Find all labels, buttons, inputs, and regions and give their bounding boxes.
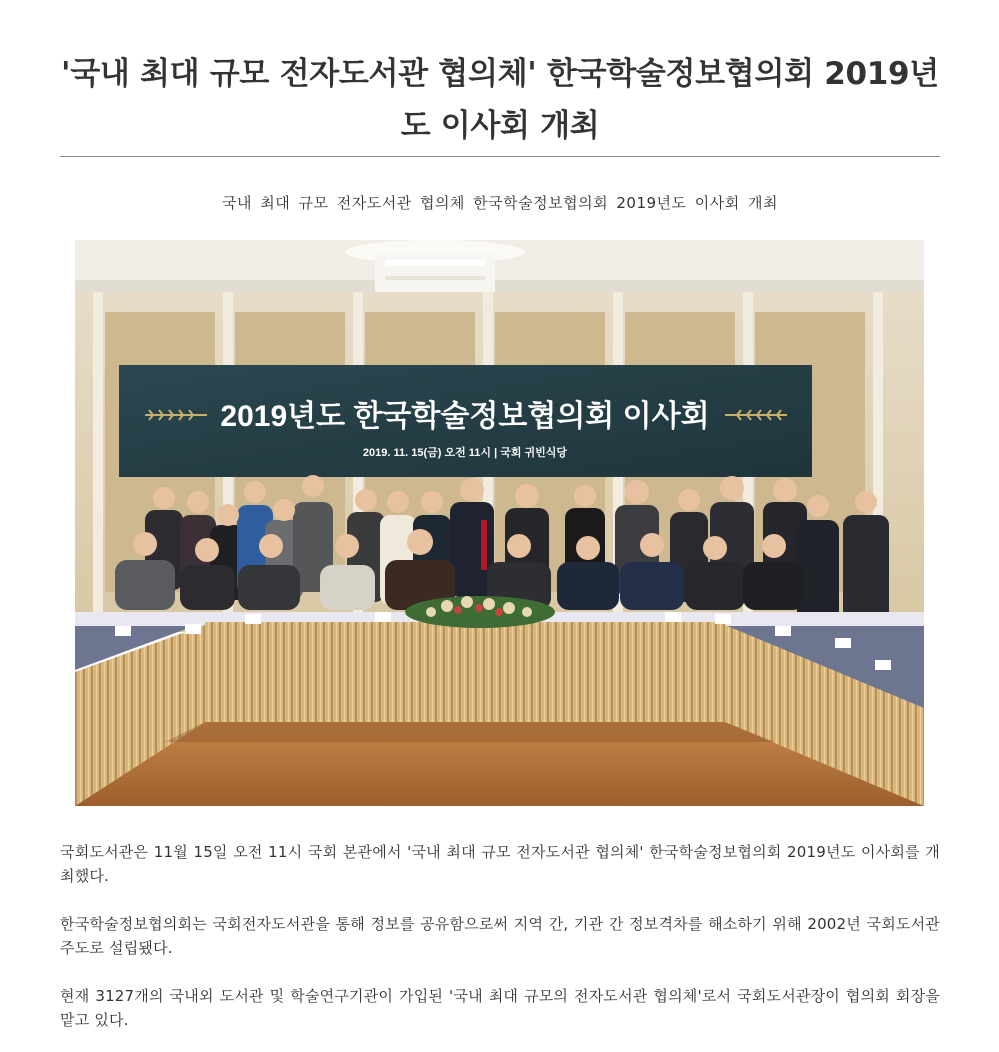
photo-caption: 국내 최대 규모 전자도서관 협의체 한국학술정보협의회 2019년도 이사회 개최 bbox=[221, 194, 779, 212]
event-banner bbox=[119, 365, 812, 477]
event-photo bbox=[75, 240, 924, 806]
title-divider bbox=[60, 156, 940, 157]
article-title: '국내 최대 규모 전자도서관 협의체' 한국학술정보협의회 2019년도 이사회 개최 bbox=[61, 56, 939, 144]
paragraph: 한국학술정보협의회는 국회전자도서관을 통해 정보를 공유함으로써 지역 간, 기관 간 정보격차를 해소하기 위해 2002년 국회도서관 주도로 설립됐다. bbox=[60, 915, 940, 957]
banner-subtitle: 2019. 11. 15(금) 오전 11시 | 국회 귀빈식당 bbox=[362, 447, 568, 459]
paragraph: 국회도서관은 11월 15일 오전 11시 국회 본관에서 '국내 최대 규모 전자도서관 협의체' 한국학술정보협의회 2019년도 이사회를 개최했다. bbox=[60, 843, 940, 885]
banner-title: 2019년도 한국학술정보협의회 이사회 bbox=[220, 400, 710, 433]
paragraph: 현재 3127개의 국내외 도서관 및 학술연구기관이 가입된 '국내 최대 규모의 전자도서관 협의체'로서 국회도서관장이 협의회 회장을 맡고 있다. bbox=[60, 987, 940, 1029]
